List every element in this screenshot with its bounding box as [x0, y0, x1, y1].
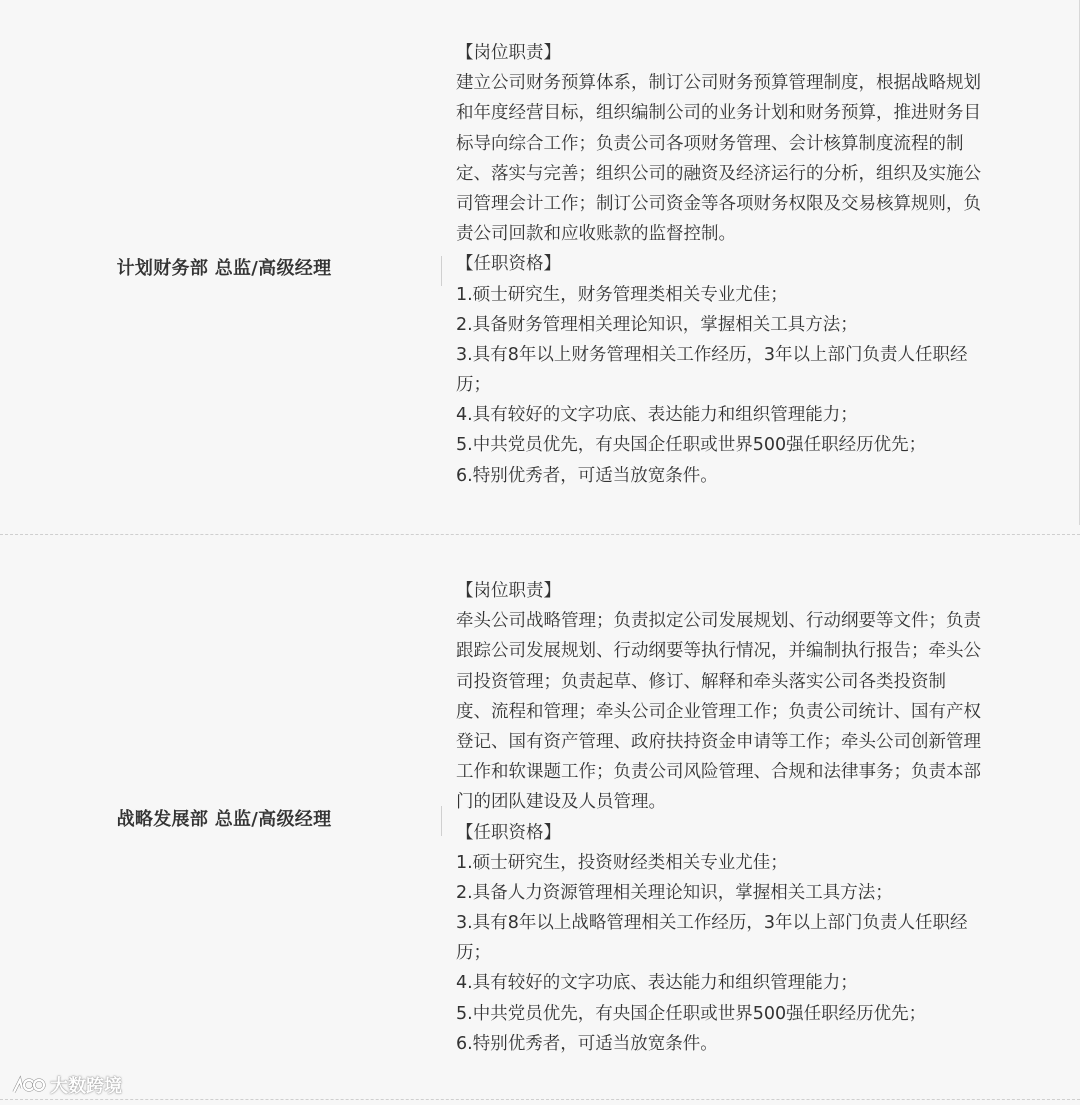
description-line: 【任职资格】	[456, 254, 561, 275]
description-line: 司管理会计工作；制订公司资金等各项财务权限及交易核算规则，负	[456, 193, 981, 214]
position-title: 计划财务部 总监/高级经理	[116, 258, 332, 279]
description-line: 建立公司财务预算体系，制订公司财务预算管理制度，根据战略规划	[456, 73, 981, 94]
description-cell	[456, 38, 1071, 491]
description-line: 【任职资格】	[456, 822, 561, 843]
description-line: 工作和软课题工作；负责公司风险管理、合规和法律事务；负责本部	[456, 762, 981, 783]
description-line: 历；	[456, 943, 491, 964]
table-row	[0, 536, 1080, 1100]
brand-watermark	[10, 1072, 122, 1098]
description-line: 2.具备财务管理相关理论知识，掌握相关工具方法；	[456, 314, 858, 335]
description-line: 度、流程和管理；牵头公司企业管理工作；负责公司统计、国有产权	[456, 701, 981, 722]
description-line: 门的团队建设及人员管理。	[456, 792, 666, 813]
description-line: 5.中共党员优先，有央国企任职或世界500强任职经历优先；	[456, 435, 927, 456]
description-line: 5.中共党员优先，有央国企任职或世界500强任职经历优先；	[456, 1003, 927, 1024]
description-line: 1.硕士研究生，投资财经类相关专业尤佳；	[456, 852, 788, 873]
description-line: 跟踪公司发展规划、行动纲要等执行情况，并编制执行报告；牵头公	[456, 641, 981, 662]
description-line: 6.特别优秀者，可适当放宽条件。	[456, 465, 718, 486]
description-line: 定、落实与完善；组织公司的融资及经济运行的分析，组织及实施公	[456, 163, 981, 184]
table-row	[0, 0, 1080, 535]
description-line: 【岗位职责】	[456, 43, 561, 63]
description-line: 4.具有较好的文字功底、表达能力和组织管理能力；	[456, 405, 858, 426]
description-line: 6.特别优秀者，可适当放宽条件。	[456, 1033, 718, 1054]
description-line: 3.具有8年以上财务管理相关工作经历，3年以上部门负责人任职经	[456, 344, 968, 365]
cell-divider	[441, 806, 442, 836]
description-line: 司投资管理；负责起草、修订、解释和牵头落实公司各类投资制	[456, 671, 946, 692]
description-line: 2.具备人力资源管理相关理论知识，掌握相关工具方法；	[456, 882, 893, 903]
description-line: 历；	[456, 375, 491, 396]
watermark-text: 大数跨境	[50, 1076, 122, 1097]
position-title: 战略发展部 总监/高级经理	[116, 808, 332, 830]
description-line: 牵头公司战略管理；负责拟定公司发展规划、行动纲要等文件；负责	[456, 611, 981, 632]
cell-divider	[441, 256, 442, 286]
description-line: 4.具有较好的文字功底、表达能力和组织管理能力；	[456, 973, 858, 994]
description-line: 责公司回款和应收账款的监督控制。	[456, 224, 736, 245]
position-cell	[0, 0, 440, 534]
position-cell	[0, 536, 440, 1099]
brand-logo-icon	[10, 1074, 46, 1096]
description-line: 登记、国有资产管理、政府扶持资金申请等工作；牵头公司创新管理	[456, 731, 981, 752]
description-line: 标导向综合工作；负责公司各项财务管理、会计核算制度流程的制	[456, 133, 964, 154]
description-line: 和年度经营目标，组织编制公司的业务计划和财务预算，推进财务目	[456, 103, 981, 124]
description-line: 3.具有8年以上战略管理相关工作经历，3年以上部门负责人任职经	[456, 913, 968, 934]
description-cell	[456, 576, 1071, 1059]
description-line: 1.硕士研究生，财务管理类相关专业尤佳；	[456, 284, 788, 305]
description-line: 【岗位职责】	[456, 581, 561, 601]
